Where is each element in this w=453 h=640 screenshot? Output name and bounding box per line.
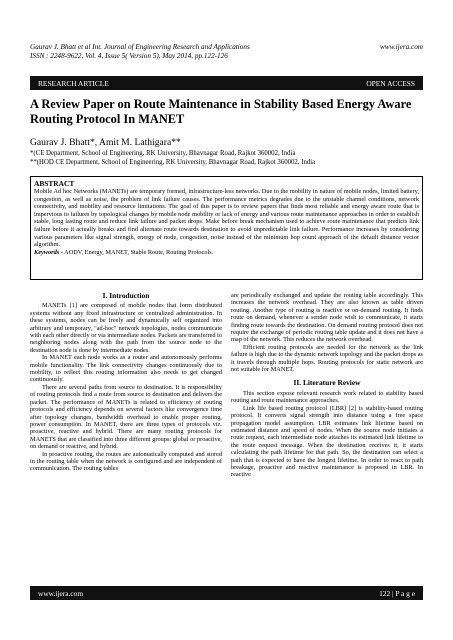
- footer-bar: [30, 586, 423, 600]
- citation-line-2: ISSN : 2248-9622, Vol. 4, Issue 5( Version 5), May 2014, pp.122-126: [30, 52, 228, 60]
- affiliation-1: *(CE Department, School of Engineering, RK University, Bhavnagar Road, Rajkot 360002, India: [30, 150, 296, 157]
- keywords-label: Keywords: [34, 248, 60, 256]
- footer-site[interactable]: www.ijera.com: [38, 588, 84, 598]
- header-site[interactable]: www.ijera.com: [380, 43, 423, 51]
- paragraph: Efficient routing protocols are needed for the network as the link failure is high due to the dynamic network topology and the packet drops as it travels through multiple hops. Routing protocols for static network are not suitable for MANET.: [231, 343, 423, 374]
- paragraph: MANETs [1] are composed of mobile nodes that form distributed systems without any fixed infrastructure or centralized administration. In these systems, nodes can be freely and dynamically self organized into arbitrary and temporary, "ad-hoc" network topologies, nodes communicate with each other directly or via intermediate nodes. Packets are transferred to neighboring nodes along with the path from the source node to the destination node is done by intermediate nodes.: [30, 302, 222, 354]
- paragraph: There are several paths from source to destination. It is responsibility of routing protocols find a route from source to destination and delivers the packet. The performance of MANETs is related to efficiency of routing protocols and efficiency depends on several factors like convergence time after topology changes, bandwidth overhead to enable proper routing, power consumption. In MANET, there are three types of protocols viz. proactive, reactive and hybrid. There are many routing protocols for MANETS that are classified into three different groups: global or proactive, on demand or reactive, and hybrid.: [30, 383, 222, 451]
- abstract-heading: ABSTRACT: [34, 179, 75, 188]
- article-type-bar: [30, 76, 423, 90]
- open-access-label: OPEN ACCESS: [366, 78, 415, 88]
- abstract-box: [30, 176, 423, 280]
- research-article-label: RESEARCH ARTICLE: [38, 78, 109, 88]
- paper-title: A Review Paper on Route Maintenance in Stability Based Energy Aware Routing Protocol In MANET: [30, 97, 412, 126]
- paragraph: This section expose relevant research work related to stability based routing and route maintenance approaches.: [231, 389, 423, 405]
- page-number: 122 | P a g e: [379, 588, 415, 598]
- paragraph: Link life based routing protocol (LBR) [2] is stability-based routing protocol. It converts signal strength into distance using a free space propagation model assumption. LBR estimates link lifetime based on estimated distance and speed of nodes. When the source node initiates a route request, each intermediate node attaches its estimated link lifetime to the route request message. When the destination receives it, it starts calculating the path lifetime for that path. So, the destination can select a path that is expected to have the longest lifetime. In order to react to path breakage, proactive and reactive maintenance is proposed in LBR. In reactive: [231, 404, 423, 479]
- section-heading-literature-review: II. Literature Review: [293, 378, 361, 388]
- affiliation-2: **(HOD CE Department, School of Engineering, RK University, Bhavnagar Road, Rajkot 360002, India: [30, 158, 316, 166]
- paragraph: In proactive routing, the routes are automatically computed and stored in the routing table when the network is configured and are independent of communication. The routing tables: [30, 450, 222, 473]
- paper-authors: Gaurav J. Bhatt*, Amit M. Lathigara**: [30, 137, 181, 148]
- keywords-text: - AODV, Energy, MANET, Stable Route, Routing Protocols.: [59, 248, 214, 256]
- keywords-line: [34, 249, 419, 257]
- abstract-text: Mobile Ad hoc Networks (MANETs) are temporary formed, infrastructure-less networks. Due to the mobility in nature of mobile nodes, limited battery, congestion, as well as noise, the problem of link failure causes. The performance metrics degrades due to the unstable channel conditions, network connectivity, and mobility and resource limitations. The goal of this paper is to review papers that finds most reliable and energy aware route that is impervious to failures by topological changes by mobile node mobility or lack of energy and various route maintenance approaches in order to establish stable, long lasting route and reduce link failure and packet drops. Make before break mechanism used to achieve route maintenance that predicts link failure before it actually breaks and find alternate route towards destination to avoid unpredictable link failure. Performance increases by considering various parameters like signal strength, energy of node, congestion, noise instead of the minimum hop count approach of the default distance vector algorithm.: [34, 188, 419, 249]
- journal-citation: [30, 43, 330, 61]
- section-heading-introduction: I. Introduction: [102, 291, 150, 300]
- right-column: [231, 292, 423, 479]
- paragraph: are periodically exchanged and update the routing table accordingly. This increases the network overhead. They are also known as table driven routing. Another type of routing is reactive or on-demand routing. It finds route on demand, whenever a sender node wish to communicate, it starts finding route towards the destination. On demand routing protocol does not require the exchange of periodic routing table update and it does not have a map of the network. This reduces the network overhead.: [231, 292, 423, 344]
- left-column: [30, 292, 222, 473]
- affiliations: [30, 150, 430, 167]
- paragraph: In MANET each node works as a router and autonomously performs mobile functionality. The link connectivity changes continuously due to mobility, to reflect this routing information also needs to get changed continuously.: [30, 354, 222, 384]
- citation-line-1: Gaurav J. Bhatt et al Int. Journal of Engineering Research and Applications: [30, 43, 250, 51]
